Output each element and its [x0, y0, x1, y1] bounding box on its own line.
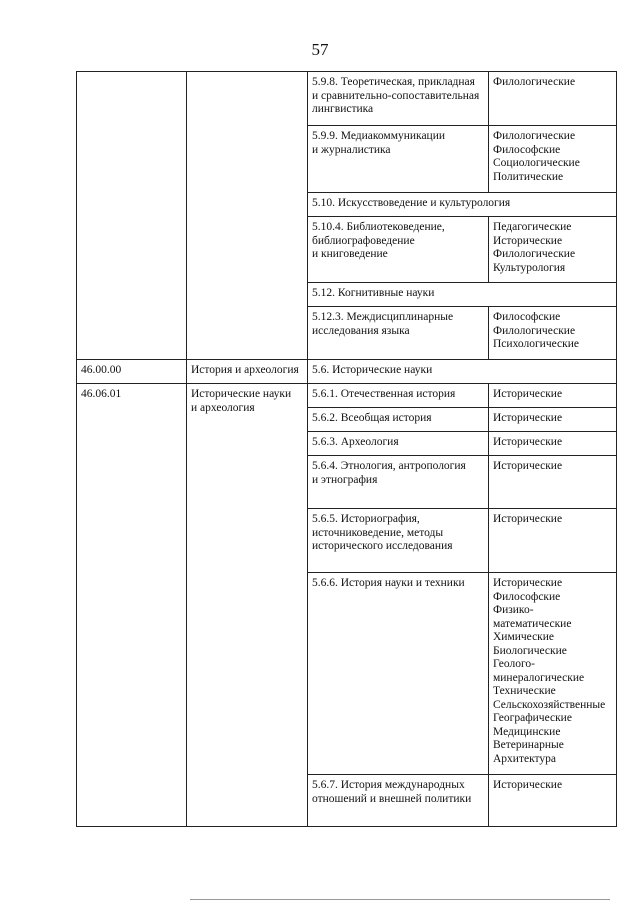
sciences-cell: Исторические [489, 384, 617, 408]
specialty-cell: 5.6.1. Отечественная история [308, 384, 489, 408]
specialty-cell: 5.6.7. История международных отношений и внешней политики [308, 775, 489, 827]
table-row [77, 72, 617, 126]
sciences-cell: Исторические [489, 509, 617, 573]
sciences-cell: Педагогические Исторические Филологические Культурология [489, 217, 617, 283]
specialty-cell: 5.6.4. Этнология, антропология и этнография [308, 456, 489, 509]
code-cell: 46.06.01 [77, 384, 187, 827]
code-cell: 46.00.00 [77, 360, 187, 384]
specialty-cell: 5.6.6. История науки и техники [308, 573, 489, 775]
sciences-cell: Исторические [489, 775, 617, 827]
direction-cell: История и археология [187, 360, 308, 384]
specialty-cell: 5.12.3. Междисциплинарные исследования языка [308, 307, 489, 360]
table-row [77, 384, 617, 408]
table-row [77, 360, 617, 384]
specialty-cell: 5.6.3. Археология [308, 432, 489, 456]
specialty-cell: 5.6.5. Историография, источниковедение, методы исторического исследования [308, 509, 489, 573]
direction-cell: Исторические науки и археология [187, 384, 308, 827]
specialties-table [76, 71, 617, 827]
sciences-cell: Философские Филологические Психологические [489, 307, 617, 360]
sciences-cell: Исторические [489, 456, 617, 509]
sciences-cell: Исторические [489, 432, 617, 456]
group-cell: 5.6. Исторические науки [308, 360, 617, 384]
sciences-cell: Исторические [489, 408, 617, 432]
specialty-cell: 5.10.4. Библиотековедение, библиографоведение и книговедение [308, 217, 489, 283]
sciences-cell: Филологические [489, 72, 617, 126]
specialty-cell: 5.9.8. Теоретическая, прикладная и сравнительно-сопоставительная лингвистика [308, 72, 489, 126]
direction-cell [187, 72, 308, 360]
sciences-cell: Филологические Философские Социологические Политические [489, 126, 617, 193]
group-cell: 5.10. Искусствоведение и культурология [308, 193, 617, 217]
code-cell [77, 72, 187, 360]
bottom-rule [190, 899, 610, 900]
group-cell: 5.12. Когнитивные науки [308, 283, 617, 307]
page-number: 57 [311, 40, 329, 59]
specialty-cell: 5.6.2. Всеобщая история [308, 408, 489, 432]
sciences-cell: Исторические Философские Физико- математические Химические Биологические Геолого- минералогические Технические Сельскохозяйственные Географические Медицинские Ветеринарные Архитектура [489, 573, 617, 775]
specialty-cell: 5.9.9. Медиакоммуникации и журналистика [308, 126, 489, 193]
